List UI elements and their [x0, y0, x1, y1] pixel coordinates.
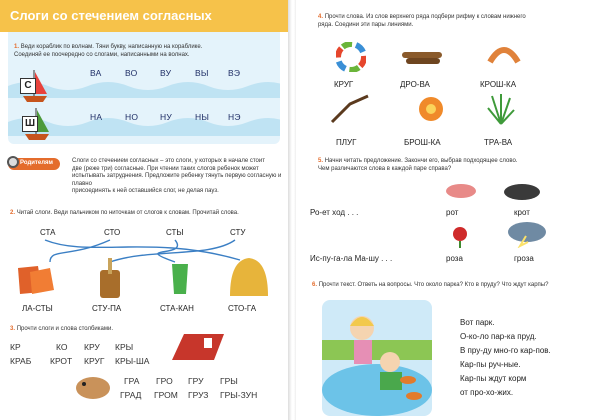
- word-drova: ДРО-ВА: [400, 80, 430, 89]
- story-line: Кар-пы руч-ные.: [460, 360, 521, 369]
- cell: КО: [56, 342, 68, 352]
- word-rot: рот: [446, 208, 459, 217]
- top-syllable: СТУ: [230, 228, 246, 237]
- parents-line: Слоги со стечением согласных – это слоги, у которых в начале стоит: [72, 158, 265, 164]
- task1-number: 1.: [14, 44, 20, 50]
- syllable-ve: ВЭ: [228, 68, 241, 78]
- boat2-letter: Ш: [22, 116, 38, 132]
- cell: КРЫ-ША: [115, 356, 150, 366]
- syllable-vy: ВЫ: [195, 68, 209, 78]
- cell: КР: [10, 342, 21, 352]
- syllable-vo: ВО: [125, 68, 138, 78]
- top-syllable: СТА: [40, 228, 56, 237]
- story-line: В пру-ду мно-го кар-пов.: [460, 346, 551, 355]
- task1-text-line2: Соединяй ее поочередно со слогами, написанными на волнах.: [14, 51, 190, 58]
- cell: КРУГ: [84, 356, 105, 366]
- haystack-icon: [226, 256, 272, 298]
- flippers-icon: [14, 262, 58, 298]
- cell: ГРО: [156, 376, 173, 386]
- rose-icon: [448, 224, 472, 248]
- cell: ГРЫ: [220, 376, 238, 386]
- top-syllable: СТО: [104, 228, 121, 237]
- brooch-icon: [416, 94, 446, 124]
- mortar-icon: [94, 258, 126, 300]
- storm-cloud-icon: [506, 220, 548, 248]
- lips-icon: [444, 182, 478, 200]
- task6-instructions: [312, 282, 584, 290]
- task1-text-line1: Веди кораблик по волнам. Тяни букву, написанную на кораблике.: [20, 44, 203, 50]
- plough-icon: [330, 94, 370, 126]
- grass-icon: [486, 92, 516, 126]
- parents-line: испытывать затруднения. Предложите ребенку тянуть первую согласную и плавно: [72, 173, 282, 187]
- word-kroshka: КРОШ-КА: [480, 80, 517, 89]
- cell: ГРУ: [188, 376, 204, 386]
- parents-line: две (реже три) согласные. При чтении таких слогов ребенок может: [72, 165, 259, 172]
- left-page: [0, 0, 290, 420]
- story-line: Кар-пы ждут корм: [460, 374, 527, 383]
- parents-line: присоединять к ней оставшийся слог, не делая пауз.: [72, 188, 219, 194]
- syllable-nu: НУ: [160, 112, 172, 122]
- task6-text: Прочти текст. Ответь на вопросы. Что около парка? Кто в пруду? Что ждут карпы?: [318, 282, 549, 288]
- task3-number: 3.: [10, 326, 16, 332]
- task2-number: 2.: [10, 210, 16, 216]
- task5-text-line1: Начни читать предложение. Закончи его, выбрав подходящее слово.: [324, 158, 518, 164]
- page-title: Слоги со стечением согласных: [10, 8, 212, 23]
- word-broshka: БРОШ-КА: [404, 138, 441, 147]
- syllable-na: НА: [90, 112, 103, 122]
- syllable-no: НО: [125, 112, 139, 122]
- task1-instructions: [14, 44, 202, 59]
- word-stakan: СТА-КАН: [160, 304, 194, 313]
- firewood-icon: [400, 46, 444, 68]
- boat1-letter: С: [20, 78, 36, 94]
- parents-label: Родителям: [20, 160, 53, 166]
- sentence1: Ро-ет ход . . .: [310, 208, 359, 217]
- top-syllable: СТЫ: [166, 228, 184, 237]
- word-krug: КРУГ: [334, 80, 354, 89]
- right-page: [296, 0, 590, 420]
- word-roza: роза: [446, 254, 463, 263]
- story-line: Вот парк.: [460, 318, 495, 327]
- cell: ГРАД: [120, 390, 142, 400]
- task6-number: 6.: [312, 282, 318, 288]
- cell: ГРА: [124, 376, 140, 386]
- task5-text-line2: Чем различаются слова в каждой паре справа?: [318, 165, 452, 172]
- syllable-va: ВА: [90, 68, 102, 78]
- task2-text: Читай слоги. Веди пальчиком по ниточкам от слогов к словам. Прочитай слова.: [16, 210, 239, 216]
- cell: ГРУЗ: [188, 390, 209, 400]
- color-wheel-icon: [336, 42, 366, 72]
- cell: КРУ: [84, 342, 100, 352]
- task4-instructions: [318, 14, 580, 29]
- syllable-ne: НЭ: [228, 112, 241, 122]
- glass-icon: [170, 262, 190, 296]
- word-krot: крот: [514, 208, 530, 217]
- task2-instructions: [10, 210, 239, 218]
- word-groza: гроза: [514, 254, 534, 263]
- story-line: от про-хо-жих.: [460, 388, 514, 397]
- cell: КРЫ: [115, 342, 134, 352]
- cell: КРОТ: [50, 356, 73, 366]
- cell: КРАБ: [10, 356, 32, 366]
- task5-instructions: [318, 158, 580, 173]
- word-trava: ТРА-ВА: [484, 138, 513, 147]
- sentence2: Ис-пу-га-ла Ма-шу . . .: [310, 254, 393, 263]
- cell: ГРОМ: [154, 390, 178, 400]
- roof-icon: [170, 330, 226, 362]
- syllable-ny: НЫ: [195, 112, 210, 122]
- task4-text-line2: ряда. Соедини эти пары линиями.: [318, 21, 414, 28]
- syllable-vu: ВУ: [160, 68, 172, 78]
- task3-instructions: [10, 326, 113, 334]
- word-stupa: СТУ-ПА: [92, 304, 122, 313]
- parents-icon: [6, 155, 20, 171]
- cell: ГРЫ-ЗУН: [220, 390, 258, 400]
- hamster-icon: [74, 370, 112, 400]
- task3-text: Прочти слоги и слова столбиками.: [16, 326, 114, 332]
- task5-number: 5.: [318, 158, 324, 164]
- word-lasty: ЛА-СТЫ: [22, 304, 53, 313]
- word-stoga: СТО-ГА: [228, 304, 257, 313]
- parents-note: [72, 158, 286, 196]
- task4-number: 4.: [318, 14, 324, 20]
- pretzel-icon: [486, 42, 522, 68]
- task4-text-line1: Прочти слова. Из слов верхнего ряда подбери рифму к словам нижнего: [324, 14, 526, 20]
- story-line: О-ко-ло пар-ка пруд.: [460, 332, 537, 341]
- mole-icon: [502, 180, 542, 202]
- word-plug: ПЛУГ: [336, 138, 357, 147]
- park-pond-illustration: [322, 300, 432, 416]
